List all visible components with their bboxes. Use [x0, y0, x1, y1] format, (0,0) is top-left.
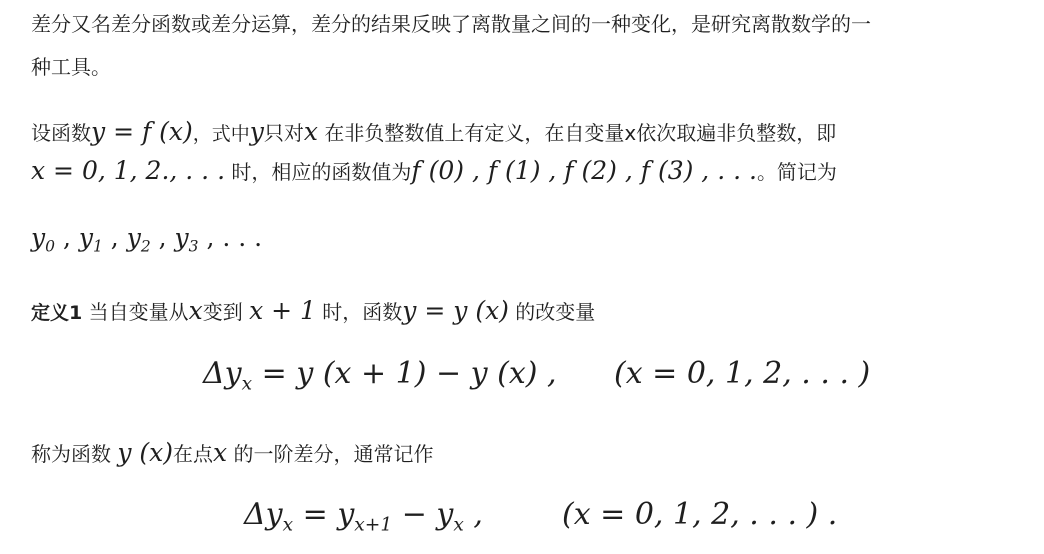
definition-line — [31, 297, 595, 327]
eq2-condition: (x = 0, 1, 2, . . . ) . — [562, 497, 838, 532]
sequence-y3: $y_3$ — [174, 223, 199, 256]
text-corresponding-values: 时，相应的函数值为 — [225, 160, 412, 184]
text-first-order-difference: 的一阶差分，通常记作 — [227, 442, 434, 466]
text-when-variable-from: 当自变量从 — [82, 300, 189, 324]
math-x: x — [188, 296, 203, 325]
eq2-comma: , — [463, 497, 483, 532]
math-x: x — [213, 438, 228, 467]
text-changes-to: 变到 — [202, 300, 250, 324]
eq2-subscript-x-plus-1: x+1 — [354, 514, 393, 536]
function-def-line-2 — [31, 157, 837, 186]
math-y-x: y (x) — [117, 438, 174, 467]
math-y-eq-f-x: y = f (x) — [91, 117, 193, 146]
text-function: 时，函数 — [315, 300, 403, 324]
eq1-condition: (x = 0, 1, 2, . . . ) — [614, 356, 871, 391]
math-f-values: f (0) , f (1) , f (2) , f (3) , . . . — [411, 156, 757, 185]
first-difference-condition — [562, 498, 837, 532]
intro-line-2 — [31, 53, 111, 81]
first-difference-line — [31, 439, 434, 468]
math-x: x — [303, 117, 319, 146]
eq2-subscript-x2: x — [453, 514, 464, 536]
text-defined-on-nonneg: 在非负整数值上有定义，在自变量x依次取遍非负整数，即 — [318, 121, 837, 145]
eq2-minus-y: − y — [392, 497, 454, 532]
sequence-ellipsis: , . . . — [198, 223, 263, 252]
sequence-line — [31, 223, 263, 256]
intro-text-1: 差分又名差分函数或差分运算，差分的结果反映了离散量之间的一种变化，是研究离散数学的一 — [31, 12, 871, 36]
text-abbreviated-as: 。简记为 — [756, 160, 837, 184]
eq2-equals-y: = y — [293, 497, 355, 532]
sequence-separator: , — [102, 223, 127, 252]
eq1-delta-y: Δy — [203, 356, 242, 391]
text-only-for: 只对 — [263, 121, 304, 145]
intro-text-2: 种工具。 — [31, 55, 111, 79]
sequence-y0: $y_0$ — [31, 223, 55, 256]
first-difference-equation — [244, 497, 483, 536]
math-x-plus-1: x + 1 — [249, 296, 316, 325]
text-let-function: 设函数 — [31, 121, 91, 145]
sequence-y2: $y_2$ — [126, 223, 151, 256]
text-at-point: 在点 — [173, 442, 214, 466]
math-x-values: x = 0, 1, 2., . . . — [31, 156, 226, 185]
text-increment: 的改变量 — [508, 300, 596, 324]
eq1-subscript-x: x — [241, 373, 253, 395]
difference-equation — [203, 356, 557, 395]
function-def-line-1 — [31, 118, 836, 148]
definition-label: 定义1 — [31, 302, 83, 324]
intro-line-1 — [31, 10, 871, 38]
difference-equation-condition — [614, 357, 870, 391]
text-called-function: 称为函数 — [31, 442, 118, 466]
math-y-eq-y-x: y = y (x) — [402, 296, 509, 325]
text-where: ，式中 — [192, 123, 250, 145]
math-y: y — [249, 117, 264, 146]
sequence-separator: , — [55, 223, 79, 252]
sequence-separator: , — [150, 223, 175, 252]
sequence-y1: $y_1$ — [78, 223, 103, 256]
eq2-delta-y: Δy — [244, 497, 283, 532]
eq2-subscript-x: x — [282, 514, 294, 536]
eq1-rhs: = y (x + 1) − y (x) , — [252, 356, 557, 391]
